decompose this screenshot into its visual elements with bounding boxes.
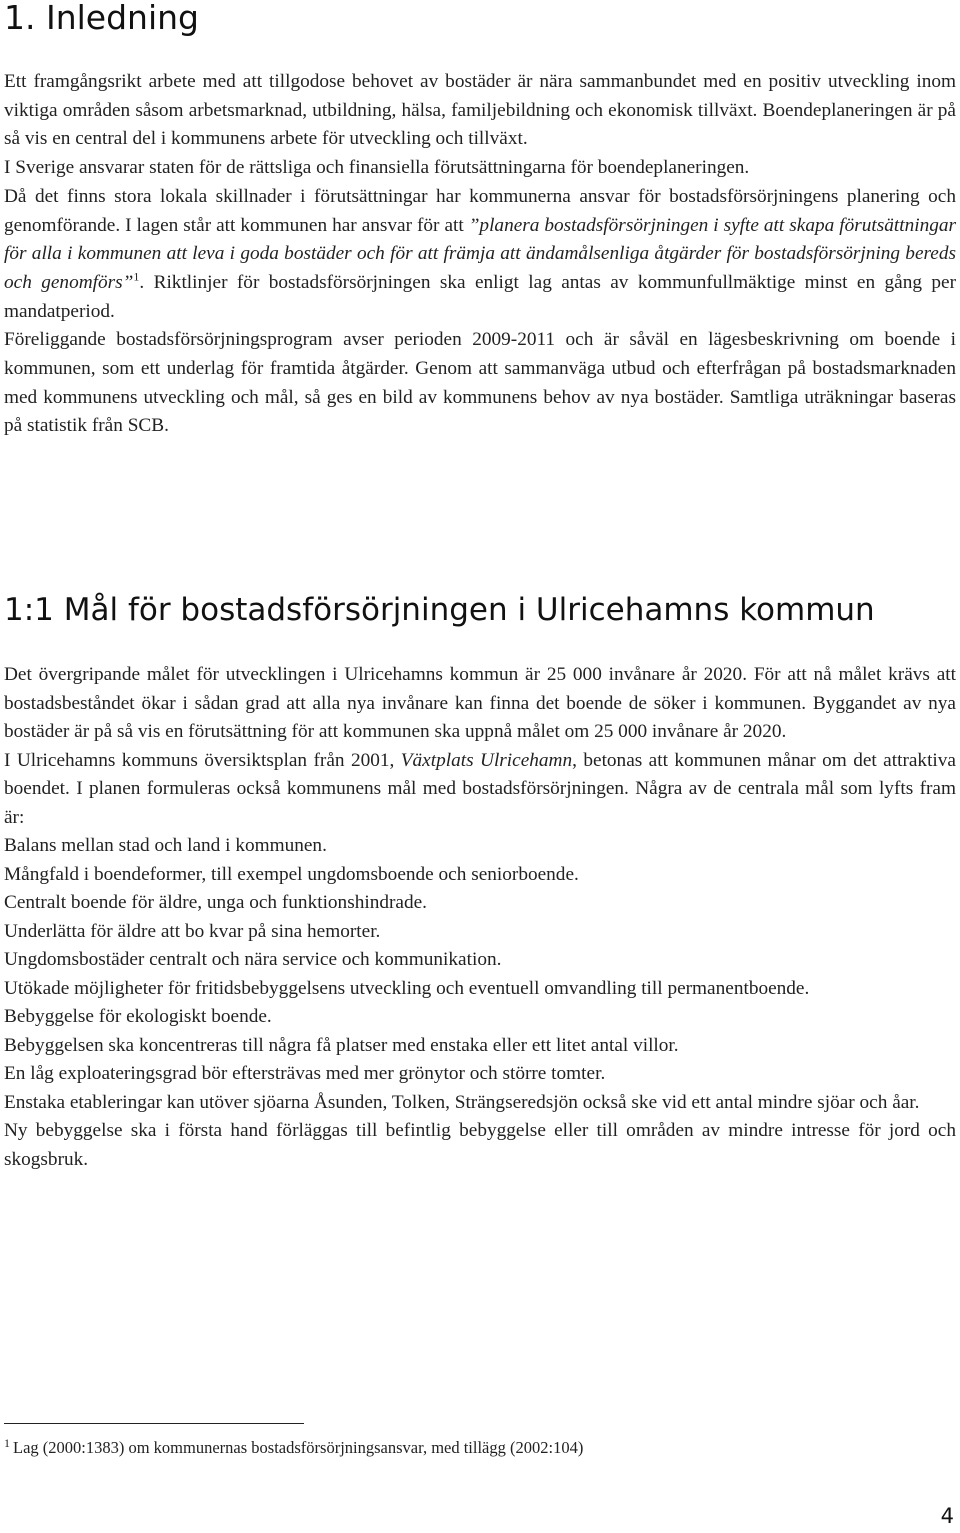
goal-item: Underlätta för äldre att bo kvar på sina hemorter.: [4, 920, 381, 942]
footnote-text: Lag (2000:1383) om kommunernas bostadsförsörjningsansvar, med tillägg (2002:104): [13, 1438, 584, 1457]
footnote: [4, 1437, 583, 1459]
goal-item: Utökade möjligheter för fritidsbebyggelsens utveckling och eventuell omvandling till permanentboende.: [4, 977, 810, 999]
paragraph-text: Då det finns stora lokala skillnader i förutsättningar har kommunerna ansvar för bostadsförsörjningens planering och genomförande. I lagen står att kommunen har ansvar för att: [4, 185, 956, 236]
paragraph-text: , betonas att kommunen månar om det attraktiva boendet. I planen formuleras också kommunens mål med bostadsförsörjningen. Några av de centrala mål som lyfts fram är:: [4, 749, 956, 828]
goal-item: Enstaka etableringar kan utöver sjöarna Åsunden, Tolken, Strängseredsjön också ske vid ett antal mindre sjöar och åar.: [4, 1091, 920, 1113]
goal-item: Bebyggelsen ska koncentreras till några få platser med enstaka eller ett litet antal villor.: [4, 1034, 679, 1056]
paragraph: Föreliggande bostadsförsörjningsprogram avser perioden 2009-2011 och är såväl en lägesbeskrivning om boende i kommunen, som ett underlag för framtida åtgärder. Genom att sammanväga utbud och efterfrågan på bostadsmarknaden med kommunens utveckling och mål, så ges en bild av kommunens behov av nya bostäder. Samtliga uträkningar baseras på statistik från SCB.: [4, 329, 956, 437]
footnote-number: 1: [4, 1435, 10, 1450]
section-heading-mal: 1:1 Mål för bostadsförsörjningen i Ulricehamns kommun: [4, 592, 875, 628]
plan-title: Växtplats Ulricehamn: [400, 749, 573, 771]
page-number: 4: [940, 1504, 954, 1528]
footnote-divider: [4, 1423, 304, 1424]
paragraph: Ett framgångsrikt arbete med att tillgodose behovet av bostäder är nära sammanbundet med en positiv utveckling inom viktiga områden såsom arbetsmarknad, utbildning, hälsa, familjebildning och ekonomisk tillväxt. Boendeplaneringen är på så vis en central del i kommunens arbete för utveckling och tillväxt.: [4, 71, 956, 150]
paragraph: [4, 747, 956, 833]
paragraph-text: . Riktlinjer för bostadsförsörjningen ska enligt lag antas av kommunfullmäktige minst en gång per mandatperiod.: [4, 271, 956, 322]
goal-item: Centralt boende för äldre, unga och funktionshindrade.: [4, 892, 427, 913]
section-inledning-body: [4, 68, 956, 441]
paragraph: Det övergripande målet för utvecklingen i Ulricehamns kommun är 25 000 invånare år 2020. För att nå målet krävs att bostadsbeståndet ökar i sådan grad att alla nya invånare kan finna det boende de söker i kommunen. Byggandet av nya bostäder är på så vis en förutsättning för att kommunen ska uppnå målet om 25 000 invånare år 2020.: [4, 664, 956, 742]
paragraph-text: I Ulricehamns kommuns översiktsplan från 2001,: [4, 749, 401, 771]
goal-item: Ungdomsbostäder centralt och nära service och kommunikation.: [4, 949, 502, 970]
footnote-reference[interactable]: 1: [133, 269, 140, 284]
goal-item: Bebyggelse för ekologiskt boende.: [4, 1006, 272, 1027]
section-heading-inledning: 1. Inledning: [4, 0, 199, 37]
goal-item: Mångfald i boendeformer, till exempel ungdomsboende och seniorboende.: [4, 863, 579, 885]
law-quote: ”planera bostadsförsörjningen i syfte att skapa förutsättningar för alla i kommunen att leva i goda bostäder och för att främja att ändamålsenliga åtgärder för bostadsförsörjning bereds och genomförs”: [4, 214, 956, 293]
goal-item: Ny bebyggelse ska i första hand förläggas till befintlig bebyggelse eller till områden av mindre intresse för jord och skogsbruk.: [4, 1120, 956, 1170]
paragraph: [4, 183, 956, 327]
section-mal-body: [4, 661, 956, 1174]
paragraph: I Sverige ansvarar staten för de rättsliga och finansiella förutsättningarna för boendeplaneringen.: [4, 157, 750, 179]
goal-item: Balans mellan stad och land i kommunen.: [4, 835, 327, 856]
goal-item: En låg exploateringsgrad bör eftersträvas med mer grönytor och större tomter.: [4, 1063, 606, 1084]
